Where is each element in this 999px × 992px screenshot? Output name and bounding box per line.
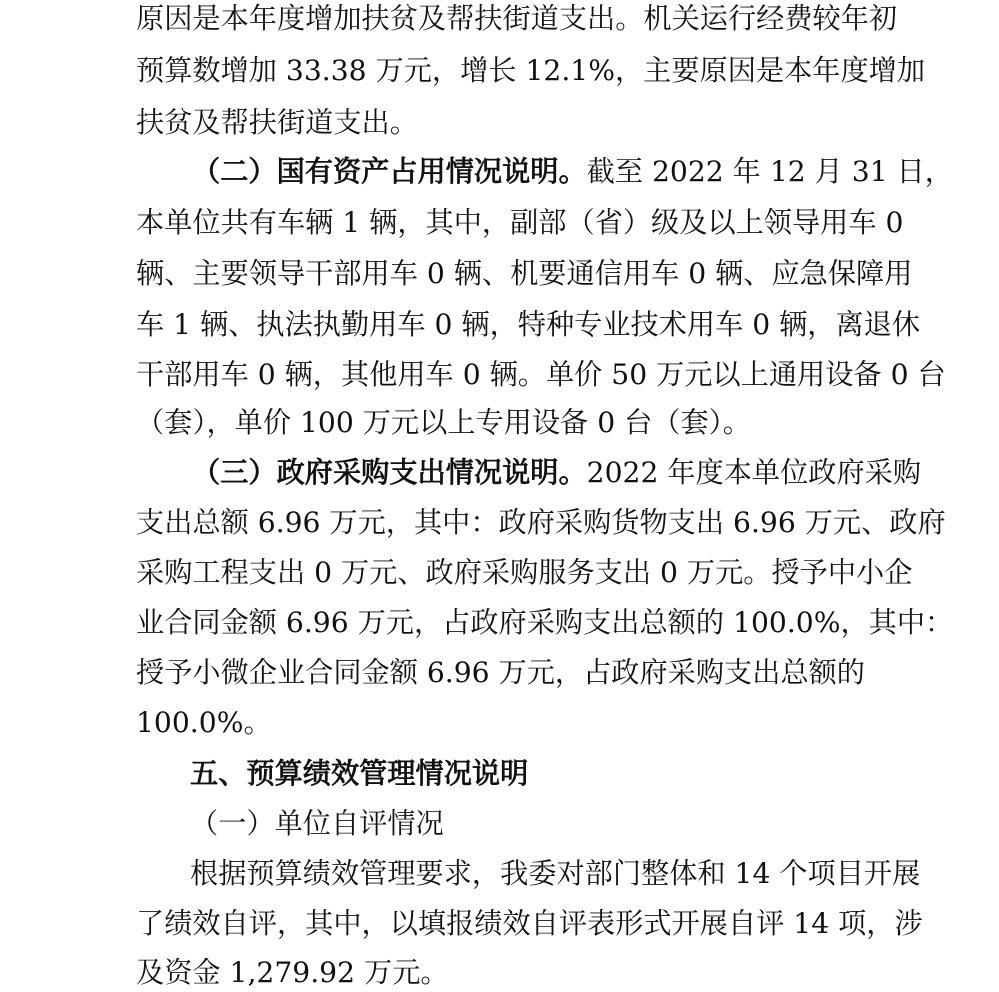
paragraph-line: 了绩效自评，其中，以填报绩效自评表形式开展自评 14 项，涉 xyxy=(136,907,923,940)
procurement-paragraph-first-line xyxy=(192,455,922,491)
paragraph-line: 授予小微企业合同金额 6.96 万元，占政府采购支出总额的 xyxy=(136,656,865,689)
paragraph-line: 100.0%。 xyxy=(136,706,272,739)
section-five-subheading: （一）单位自评情况 xyxy=(190,807,444,840)
assets-heading: （二）国有资产占用情况说明。 xyxy=(192,155,587,188)
paragraph-line: 辆、主要领导干部用车 0 辆、机要通信用车 0 辆、应急保障用 xyxy=(136,257,913,290)
paragraph-line: （套），单价 100 万元以上专用设备 0 台（套）。 xyxy=(136,406,751,439)
paragraph-line: 及资金 1,279.92 万元。 xyxy=(136,956,449,989)
paragraph-line: 原因是本年度增加扶贫及帮扶街道支出。机关运行经费较年初 xyxy=(136,2,898,35)
section-five-heading: 五、预算绩效管理情况说明 xyxy=(190,757,529,790)
assets-paragraph-first-line xyxy=(192,154,953,190)
paragraph-line: 支出总额 6.96 万元，其中：政府采购货物支出 6.96 万元、政府 xyxy=(136,506,946,539)
paragraph-line: 车 1 辆、执法执勤用车 0 辆，特种专业技术用车 0 辆，离退休 xyxy=(136,308,921,341)
procurement-first-line-text: 2022 年度本单位政府采购 xyxy=(586,456,922,489)
procurement-heading: （三）政府采购支出情况说明。 xyxy=(192,456,587,489)
paragraph-line: 扶贫及帮扶街道支出。 xyxy=(136,106,418,139)
paragraph-line: 预算数增加 33.38 万元，增长 12.1%，主要原因是本年度增加 xyxy=(136,54,926,87)
paragraph-line: 根据预算绩效管理要求，我委对部门整体和 14 个项目开展 xyxy=(190,857,921,890)
paragraph-line: 业合同金额 6.96 万元，占政府采购支出总额的 100.0%，其中： xyxy=(136,606,954,639)
paragraph-line: 采购工程支出 0 万元、政府采购服务支出 0 万元。授予中小企 xyxy=(136,556,913,589)
paragraph-line: 本单位共有车辆 1 辆，其中，副部（省）级及以上领导用车 0 xyxy=(136,206,904,239)
assets-first-line-text: 截至 2022 年 12 月 31 日， xyxy=(586,155,953,188)
paragraph-line: 干部用车 0 辆，其他用车 0 辆。单价 50 万元以上通用设备 0 台 xyxy=(136,358,946,391)
